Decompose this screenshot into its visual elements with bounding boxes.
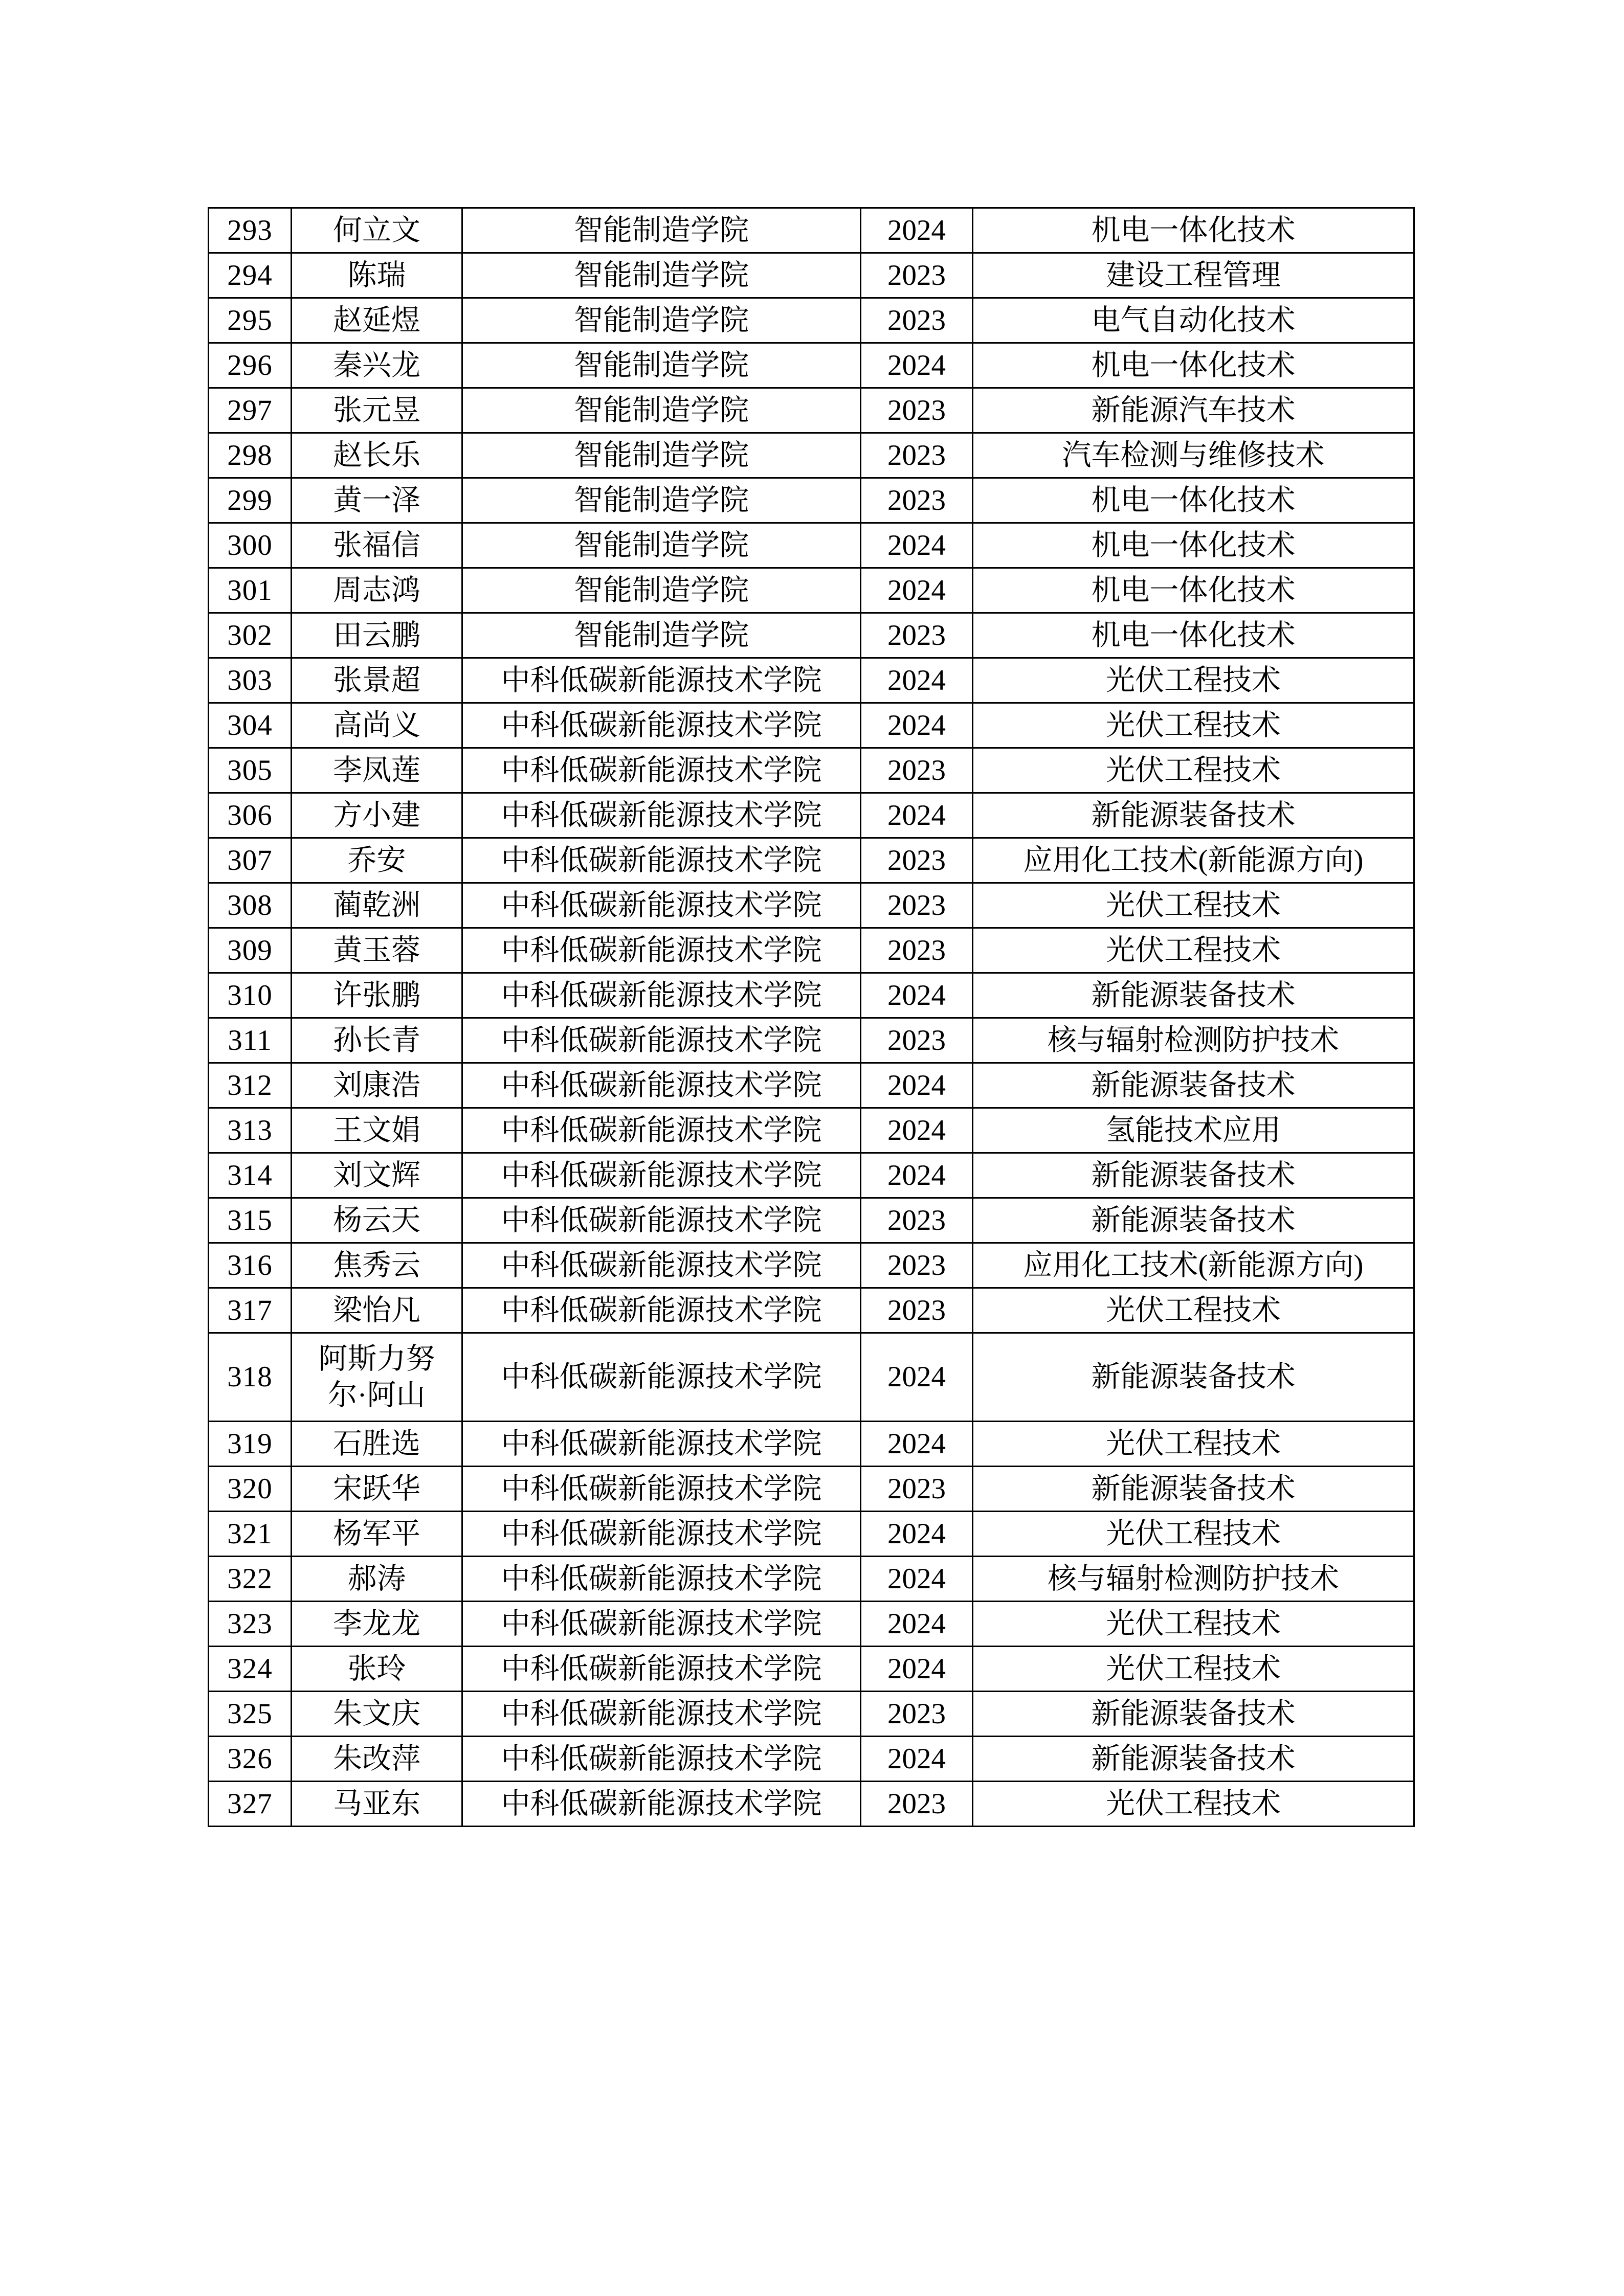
table-row	[209, 1782, 1414, 1827]
student-name-text: 阿斯力努尔·阿山	[318, 1342, 435, 1411]
cell-major: 新能源装备技术	[973, 1333, 1414, 1422]
cell-number: 318	[209, 1333, 292, 1422]
cell-name	[292, 748, 462, 793]
student-name-text: 刘康浩	[333, 1069, 420, 1101]
cell-name	[292, 523, 462, 568]
student-name-text: 张元昱	[333, 394, 420, 426]
student-name-text: 孙长青	[333, 1024, 420, 1056]
student-name-text: 赵长乐	[333, 439, 420, 471]
cell-college: 中科低碳新能源技术学院	[462, 1467, 861, 1512]
cell-name	[292, 928, 462, 973]
cell-college: 智能制造学院	[462, 478, 861, 523]
table-row	[209, 1692, 1414, 1737]
cell-year: 2024	[861, 793, 973, 838]
cell-year: 2023	[861, 1467, 973, 1512]
cell-name	[292, 883, 462, 928]
cell-year: 2024	[861, 1647, 973, 1692]
table-row	[209, 1018, 1414, 1063]
student-name-text: 许张鹏	[333, 979, 420, 1011]
cell-major: 光伏工程技术	[973, 703, 1414, 748]
cell-college: 中科低碳新能源技术学院	[462, 1647, 861, 1692]
cell-major: 核与辐射检测防护技术	[973, 1018, 1414, 1063]
table-row	[209, 973, 1414, 1018]
student-name-text: 高尚义	[333, 709, 420, 741]
cell-major: 应用化工技术(新能源方向)	[973, 838, 1414, 883]
cell-major: 机电一体化技术	[973, 568, 1414, 613]
cell-year: 2023	[861, 838, 973, 883]
cell-number: 324	[209, 1647, 292, 1692]
student-name-text: 蔺乾洲	[333, 889, 420, 921]
cell-name	[292, 1108, 462, 1153]
student-name-text: 张玲	[347, 1652, 406, 1685]
cell-number: 313	[209, 1108, 292, 1153]
cell-name	[292, 1737, 462, 1782]
cell-major: 机电一体化技术	[973, 523, 1414, 568]
student-name-text: 郝涛	[347, 1562, 406, 1595]
cell-major: 光伏工程技术	[973, 1512, 1414, 1557]
cell-name	[292, 1198, 462, 1243]
cell-number: 315	[209, 1198, 292, 1243]
cell-number: 317	[209, 1288, 292, 1333]
cell-year: 2023	[861, 928, 973, 973]
table-row	[209, 568, 1414, 613]
cell-year: 2023	[861, 613, 973, 658]
cell-number: 300	[209, 523, 292, 568]
table-row	[209, 1647, 1414, 1692]
cell-number: 305	[209, 748, 292, 793]
cell-college: 智能制造学院	[462, 208, 861, 253]
cell-year: 2024	[861, 1422, 973, 1467]
cell-year: 2024	[861, 523, 973, 568]
cell-college: 中科低碳新能源技术学院	[462, 1153, 861, 1198]
table-row	[209, 658, 1414, 703]
cell-year: 2024	[861, 973, 973, 1018]
cell-major: 汽车检测与维修技术	[973, 433, 1414, 478]
cell-number: 302	[209, 613, 292, 658]
cell-year: 2023	[861, 748, 973, 793]
student-name-text: 张景超	[333, 664, 420, 696]
table-row	[209, 1737, 1414, 1782]
cell-number: 301	[209, 568, 292, 613]
table-row	[209, 703, 1414, 748]
cell-major: 氢能技术应用	[973, 1108, 1414, 1153]
cell-year: 2023	[861, 883, 973, 928]
cell-name	[292, 658, 462, 703]
cell-major: 光伏工程技术	[973, 928, 1414, 973]
cell-number: 303	[209, 658, 292, 703]
student-name-text: 石胜选	[333, 1427, 420, 1460]
student-name-text: 何立文	[333, 214, 420, 246]
cell-college: 中科低碳新能源技术学院	[462, 928, 861, 973]
cell-college: 中科低碳新能源技术学院	[462, 1018, 861, 1063]
cell-year: 2024	[861, 1153, 973, 1198]
cell-college: 中科低碳新能源技术学院	[462, 838, 861, 883]
cell-name	[292, 1467, 462, 1512]
cell-name	[292, 343, 462, 388]
cell-college: 中科低碳新能源技术学院	[462, 793, 861, 838]
cell-name	[292, 208, 462, 253]
student-name-text: 张福信	[333, 529, 420, 561]
cell-year: 2024	[861, 1557, 973, 1602]
cell-major: 机电一体化技术	[973, 478, 1414, 523]
cell-major: 光伏工程技术	[973, 1602, 1414, 1647]
table-row	[209, 883, 1414, 928]
student-name-text: 赵延煜	[333, 304, 420, 336]
cell-name	[292, 613, 462, 658]
table-row	[209, 208, 1414, 253]
cell-number: 297	[209, 388, 292, 433]
cell-number: 299	[209, 478, 292, 523]
cell-number: 309	[209, 928, 292, 973]
cell-college: 中科低碳新能源技术学院	[462, 658, 861, 703]
cell-year: 2023	[861, 1243, 973, 1288]
cell-major: 光伏工程技术	[973, 1647, 1414, 1692]
cell-year: 2023	[861, 388, 973, 433]
student-name-text: 陈瑞	[347, 259, 406, 291]
cell-major: 光伏工程技术	[973, 1782, 1414, 1827]
cell-college: 中科低碳新能源技术学院	[462, 973, 861, 1018]
cell-major: 光伏工程技术	[973, 1422, 1414, 1467]
table-row	[209, 1063, 1414, 1108]
cell-year: 2024	[861, 568, 973, 613]
cell-number: 298	[209, 433, 292, 478]
cell-major: 新能源装备技术	[973, 1467, 1414, 1512]
cell-name	[292, 1692, 462, 1737]
student-name-text: 李凤莲	[333, 754, 420, 786]
cell-major: 应用化工技术(新能源方向)	[973, 1243, 1414, 1288]
cell-number: 294	[209, 253, 292, 298]
cell-major: 新能源汽车技术	[973, 388, 1414, 433]
cell-name	[292, 1018, 462, 1063]
cell-college: 智能制造学院	[462, 253, 861, 298]
cell-number: 308	[209, 883, 292, 928]
cell-name	[292, 1647, 462, 1692]
table-row	[209, 343, 1414, 388]
cell-college: 智能制造学院	[462, 433, 861, 478]
cell-number: 310	[209, 973, 292, 1018]
table-row	[209, 1467, 1414, 1512]
cell-name	[292, 1602, 462, 1647]
cell-name	[292, 1422, 462, 1467]
cell-major: 新能源装备技术	[973, 1692, 1414, 1737]
cell-year: 2024	[861, 343, 973, 388]
cell-college: 中科低碳新能源技术学院	[462, 1288, 861, 1333]
cell-name	[292, 973, 462, 1018]
student-name-text: 马亚东	[333, 1787, 420, 1820]
cell-major: 光伏工程技术	[973, 748, 1414, 793]
table-row	[209, 298, 1414, 343]
cell-major: 建设工程管理	[973, 253, 1414, 298]
cell-college: 智能制造学院	[462, 523, 861, 568]
cell-year: 2023	[861, 253, 973, 298]
table-row	[209, 1288, 1414, 1333]
cell-name	[292, 388, 462, 433]
cell-major: 光伏工程技术	[973, 883, 1414, 928]
cell-name	[292, 1782, 462, 1827]
cell-name	[292, 253, 462, 298]
student-name-text: 焦秀云	[333, 1249, 420, 1281]
table-row	[209, 928, 1414, 973]
cell-name	[292, 703, 462, 748]
table-row	[209, 1512, 1414, 1557]
cell-year: 2024	[861, 1512, 973, 1557]
cell-number: 316	[209, 1243, 292, 1288]
cell-college: 中科低碳新能源技术学院	[462, 1602, 861, 1647]
cell-major: 机电一体化技术	[973, 613, 1414, 658]
table-row	[209, 793, 1414, 838]
cell-number: 322	[209, 1557, 292, 1602]
cell-name	[292, 838, 462, 883]
cell-number: 295	[209, 298, 292, 343]
cell-college: 中科低碳新能源技术学院	[462, 1422, 861, 1467]
cell-college: 中科低碳新能源技术学院	[462, 1243, 861, 1288]
cell-name	[292, 1512, 462, 1557]
student-name-text: 梁怡凡	[333, 1294, 420, 1326]
student-name-text: 刘文辉	[333, 1159, 420, 1191]
table-row	[209, 478, 1414, 523]
cell-year: 2023	[861, 1198, 973, 1243]
cell-name	[292, 478, 462, 523]
cell-year: 2024	[861, 208, 973, 253]
student-name-text: 周志鸿	[333, 574, 420, 606]
cell-college: 智能制造学院	[462, 343, 861, 388]
cell-major: 电气自动化技术	[973, 298, 1414, 343]
table-row	[209, 1557, 1414, 1602]
cell-year: 2023	[861, 433, 973, 478]
cell-college: 中科低碳新能源技术学院	[462, 703, 861, 748]
cell-name	[292, 298, 462, 343]
cell-year: 2024	[861, 1602, 973, 1647]
cell-year: 2023	[861, 1782, 973, 1827]
table-row	[209, 1333, 1414, 1422]
student-name-text: 乔安	[347, 844, 406, 876]
table-row	[209, 388, 1414, 433]
cell-year: 2024	[861, 1063, 973, 1108]
cell-college: 中科低碳新能源技术学院	[462, 1737, 861, 1782]
cell-number: 314	[209, 1153, 292, 1198]
student-name-text: 黄玉蓉	[333, 934, 420, 966]
cell-college: 智能制造学院	[462, 298, 861, 343]
cell-major: 新能源装备技术	[973, 973, 1414, 1018]
cell-major: 新能源装备技术	[973, 1737, 1414, 1782]
cell-number: 307	[209, 838, 292, 883]
student-name-text: 田云鹏	[333, 619, 420, 651]
cell-number: 296	[209, 343, 292, 388]
table-row	[209, 1108, 1414, 1153]
cell-number: 327	[209, 1782, 292, 1827]
cell-name	[292, 793, 462, 838]
cell-major: 核与辐射检测防护技术	[973, 1557, 1414, 1602]
student-name-text: 朱文庆	[333, 1697, 420, 1730]
cell-college: 中科低碳新能源技术学院	[462, 1782, 861, 1827]
cell-college: 中科低碳新能源技术学院	[462, 1692, 861, 1737]
cell-year: 2023	[861, 1018, 973, 1063]
cell-major: 光伏工程技术	[973, 1288, 1414, 1333]
cell-number: 321	[209, 1512, 292, 1557]
cell-number: 311	[209, 1018, 292, 1063]
cell-name	[292, 1153, 462, 1198]
cell-major: 机电一体化技术	[973, 208, 1414, 253]
cell-name	[292, 433, 462, 478]
cell-college: 中科低碳新能源技术学院	[462, 1333, 861, 1422]
cell-college: 中科低碳新能源技术学院	[462, 1512, 861, 1557]
table-row	[209, 1198, 1414, 1243]
student-roster-table	[208, 207, 1415, 1827]
cell-year: 2024	[861, 658, 973, 703]
cell-major: 新能源装备技术	[973, 1153, 1414, 1198]
roster-body	[209, 208, 1414, 1827]
table-row	[209, 1602, 1414, 1647]
cell-number: 312	[209, 1063, 292, 1108]
table-row	[209, 1422, 1414, 1467]
student-name-text: 秦兴龙	[333, 349, 420, 381]
table-row	[209, 1153, 1414, 1198]
cell-number: 306	[209, 793, 292, 838]
cell-major: 机电一体化技术	[973, 343, 1414, 388]
student-name-text: 宋跃华	[333, 1472, 420, 1505]
cell-name	[292, 1063, 462, 1108]
table-row	[209, 1243, 1414, 1288]
cell-major: 新能源装备技术	[973, 793, 1414, 838]
student-name-text: 杨云天	[333, 1204, 420, 1236]
student-name-text: 王文娟	[333, 1114, 420, 1146]
table-row	[209, 523, 1414, 568]
cell-number: 293	[209, 208, 292, 253]
cell-college: 中科低碳新能源技术学院	[462, 1063, 861, 1108]
cell-number: 325	[209, 1692, 292, 1737]
cell-number: 304	[209, 703, 292, 748]
cell-number: 319	[209, 1422, 292, 1467]
cell-college: 智能制造学院	[462, 613, 861, 658]
table-row	[209, 433, 1414, 478]
cell-college: 中科低碳新能源技术学院	[462, 1108, 861, 1153]
cell-year: 2023	[861, 478, 973, 523]
student-name-text: 黄一泽	[333, 484, 420, 516]
table-row	[209, 253, 1414, 298]
cell-year: 2023	[861, 1692, 973, 1737]
student-name-text: 方小建	[333, 799, 420, 831]
cell-major: 新能源装备技术	[973, 1198, 1414, 1243]
cell-major: 新能源装备技术	[973, 1063, 1414, 1108]
cell-year: 2024	[861, 1108, 973, 1153]
cell-college: 中科低碳新能源技术学院	[462, 1198, 861, 1243]
table-row	[209, 748, 1414, 793]
cell-year: 2023	[861, 1288, 973, 1333]
cell-name	[292, 568, 462, 613]
cell-number: 323	[209, 1602, 292, 1647]
cell-number: 320	[209, 1467, 292, 1512]
cell-number: 326	[209, 1737, 292, 1782]
cell-major: 光伏工程技术	[973, 658, 1414, 703]
table-row	[209, 838, 1414, 883]
cell-name	[292, 1243, 462, 1288]
cell-name	[292, 1557, 462, 1602]
student-name-text: 李龙龙	[333, 1607, 420, 1640]
cell-name	[292, 1288, 462, 1333]
cell-year: 2023	[861, 298, 973, 343]
cell-college: 中科低碳新能源技术学院	[462, 883, 861, 928]
cell-name	[292, 1333, 462, 1422]
table-row	[209, 613, 1414, 658]
cell-year: 2024	[861, 1333, 973, 1422]
cell-college: 中科低碳新能源技术学院	[462, 1557, 861, 1602]
cell-college: 中科低碳新能源技术学院	[462, 748, 861, 793]
student-name-text: 朱改萍	[333, 1742, 420, 1775]
cell-year: 2024	[861, 1737, 973, 1782]
cell-college: 智能制造学院	[462, 388, 861, 433]
cell-college: 智能制造学院	[462, 568, 861, 613]
student-name-text: 杨军平	[333, 1517, 420, 1550]
cell-year: 2024	[861, 703, 973, 748]
